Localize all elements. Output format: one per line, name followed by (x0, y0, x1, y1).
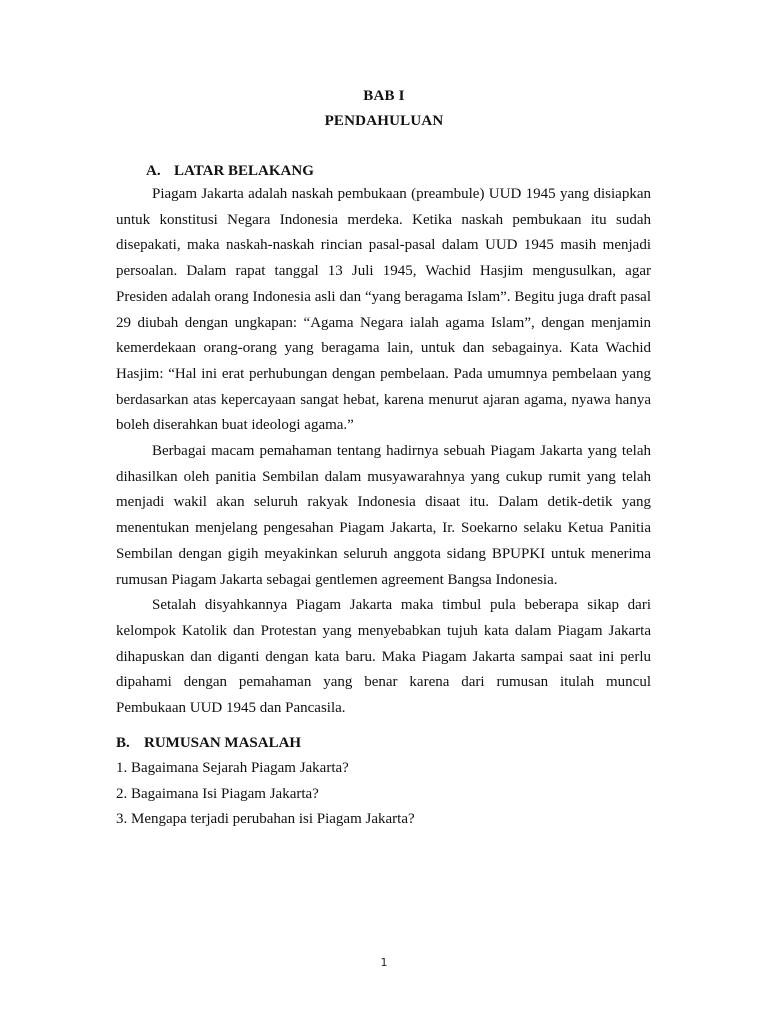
section-a-body (116, 182, 651, 722)
section-b-heading (116, 735, 301, 752)
list-item: 1. Bagaimana Sejarah Piagam Jakarta? (116, 760, 349, 776)
section-a-title: LATAR BELAKANG (174, 163, 314, 179)
chapter-label: BAB I (363, 88, 405, 104)
list-item: 2. Bagaimana Isi Piagam Jakarta? (116, 785, 319, 802)
section-a-letter: A. (146, 163, 161, 179)
chapter-title: PENDAHULUAN (324, 113, 444, 129)
paragraph-2: Berbagai macam pemahaman tentang hadirnya sebuah Piagam Jakarta yang telah dihasilkan oleh panitia Sembilan dalam musyawarahnya yang cukup rumit yang telah menjadi wakil akan seluruh rakyak Indonesia disaat itu. Dalam detik-detik yang menentukan menjelang pengesahan Piagam Jakarta, Ir. Soekarno selaku Ketua Panitia Sembilan dengan gigih meyakinkan seluruh anggota sidang BPUPKI untuk menerima rumusan Piagam Jakarta sebagai gentlemen agreement Bangsa Indonesia. (116, 443, 651, 588)
section-b-title: RUMUSAN MASALAH (144, 735, 302, 751)
list-item: 3. Mengapa terjadi perubahan isi Piagam Jakarta? (116, 811, 415, 827)
problem-list (116, 756, 651, 833)
section-b-letter: B. (116, 735, 130, 751)
paragraph-3: Setalah disyahkannya Piagam Jakarta maka timbul pula beberapa sikap dari kelompok Katolik dan Protestan yang menyebabkan tujuh kata dalam Piagam Jakarta dihapuskan dan diganti dengan kata baru. Maka Piagam Jakarta sampai saat ini perlu dipahami dengan pemahaman yang benar karena dari rumusan itulah muncul Pembukaan UUD 1945 dan Pancasila. (116, 597, 651, 717)
section-a-heading (146, 163, 314, 180)
page-number: 1 (380, 956, 388, 969)
paragraph-1: Piagam Jakarta adalah naskah pembukaan (preambule) UUD 1945 yang disiapkan untuk konstitusi Negara Indonesia merdeka. Ketika naskah pembukaan itu sudah disepakati, maka naskah-naskah rincian pasal-pasal dalam UUD 1945 masih menjadi persoalan. Dalam rapat tanggal 13 Juli 1945, Wachid Hasjim mengusulkan, agar Presiden adalah orang Indonesia asli dan “yang beragama Islam”. Begitu juga draft pasal 29 diubah dengan ungkapan: “Agama Negara ialah agama Islam”, dengan menjamin kemerdekaan orang-orang yang beragama lain, untuk dan sebagainya. Kata Wachid Hasjim: “Hal ini erat perhubungan dengan pembelaan. Pada umumnya pembelaan yang berdasarkan atas kepercayaan sangat hebat, karena menurut ajaran agama, nyawa hanya boleh diserahkan buat ideologi agama.” (116, 186, 651, 434)
